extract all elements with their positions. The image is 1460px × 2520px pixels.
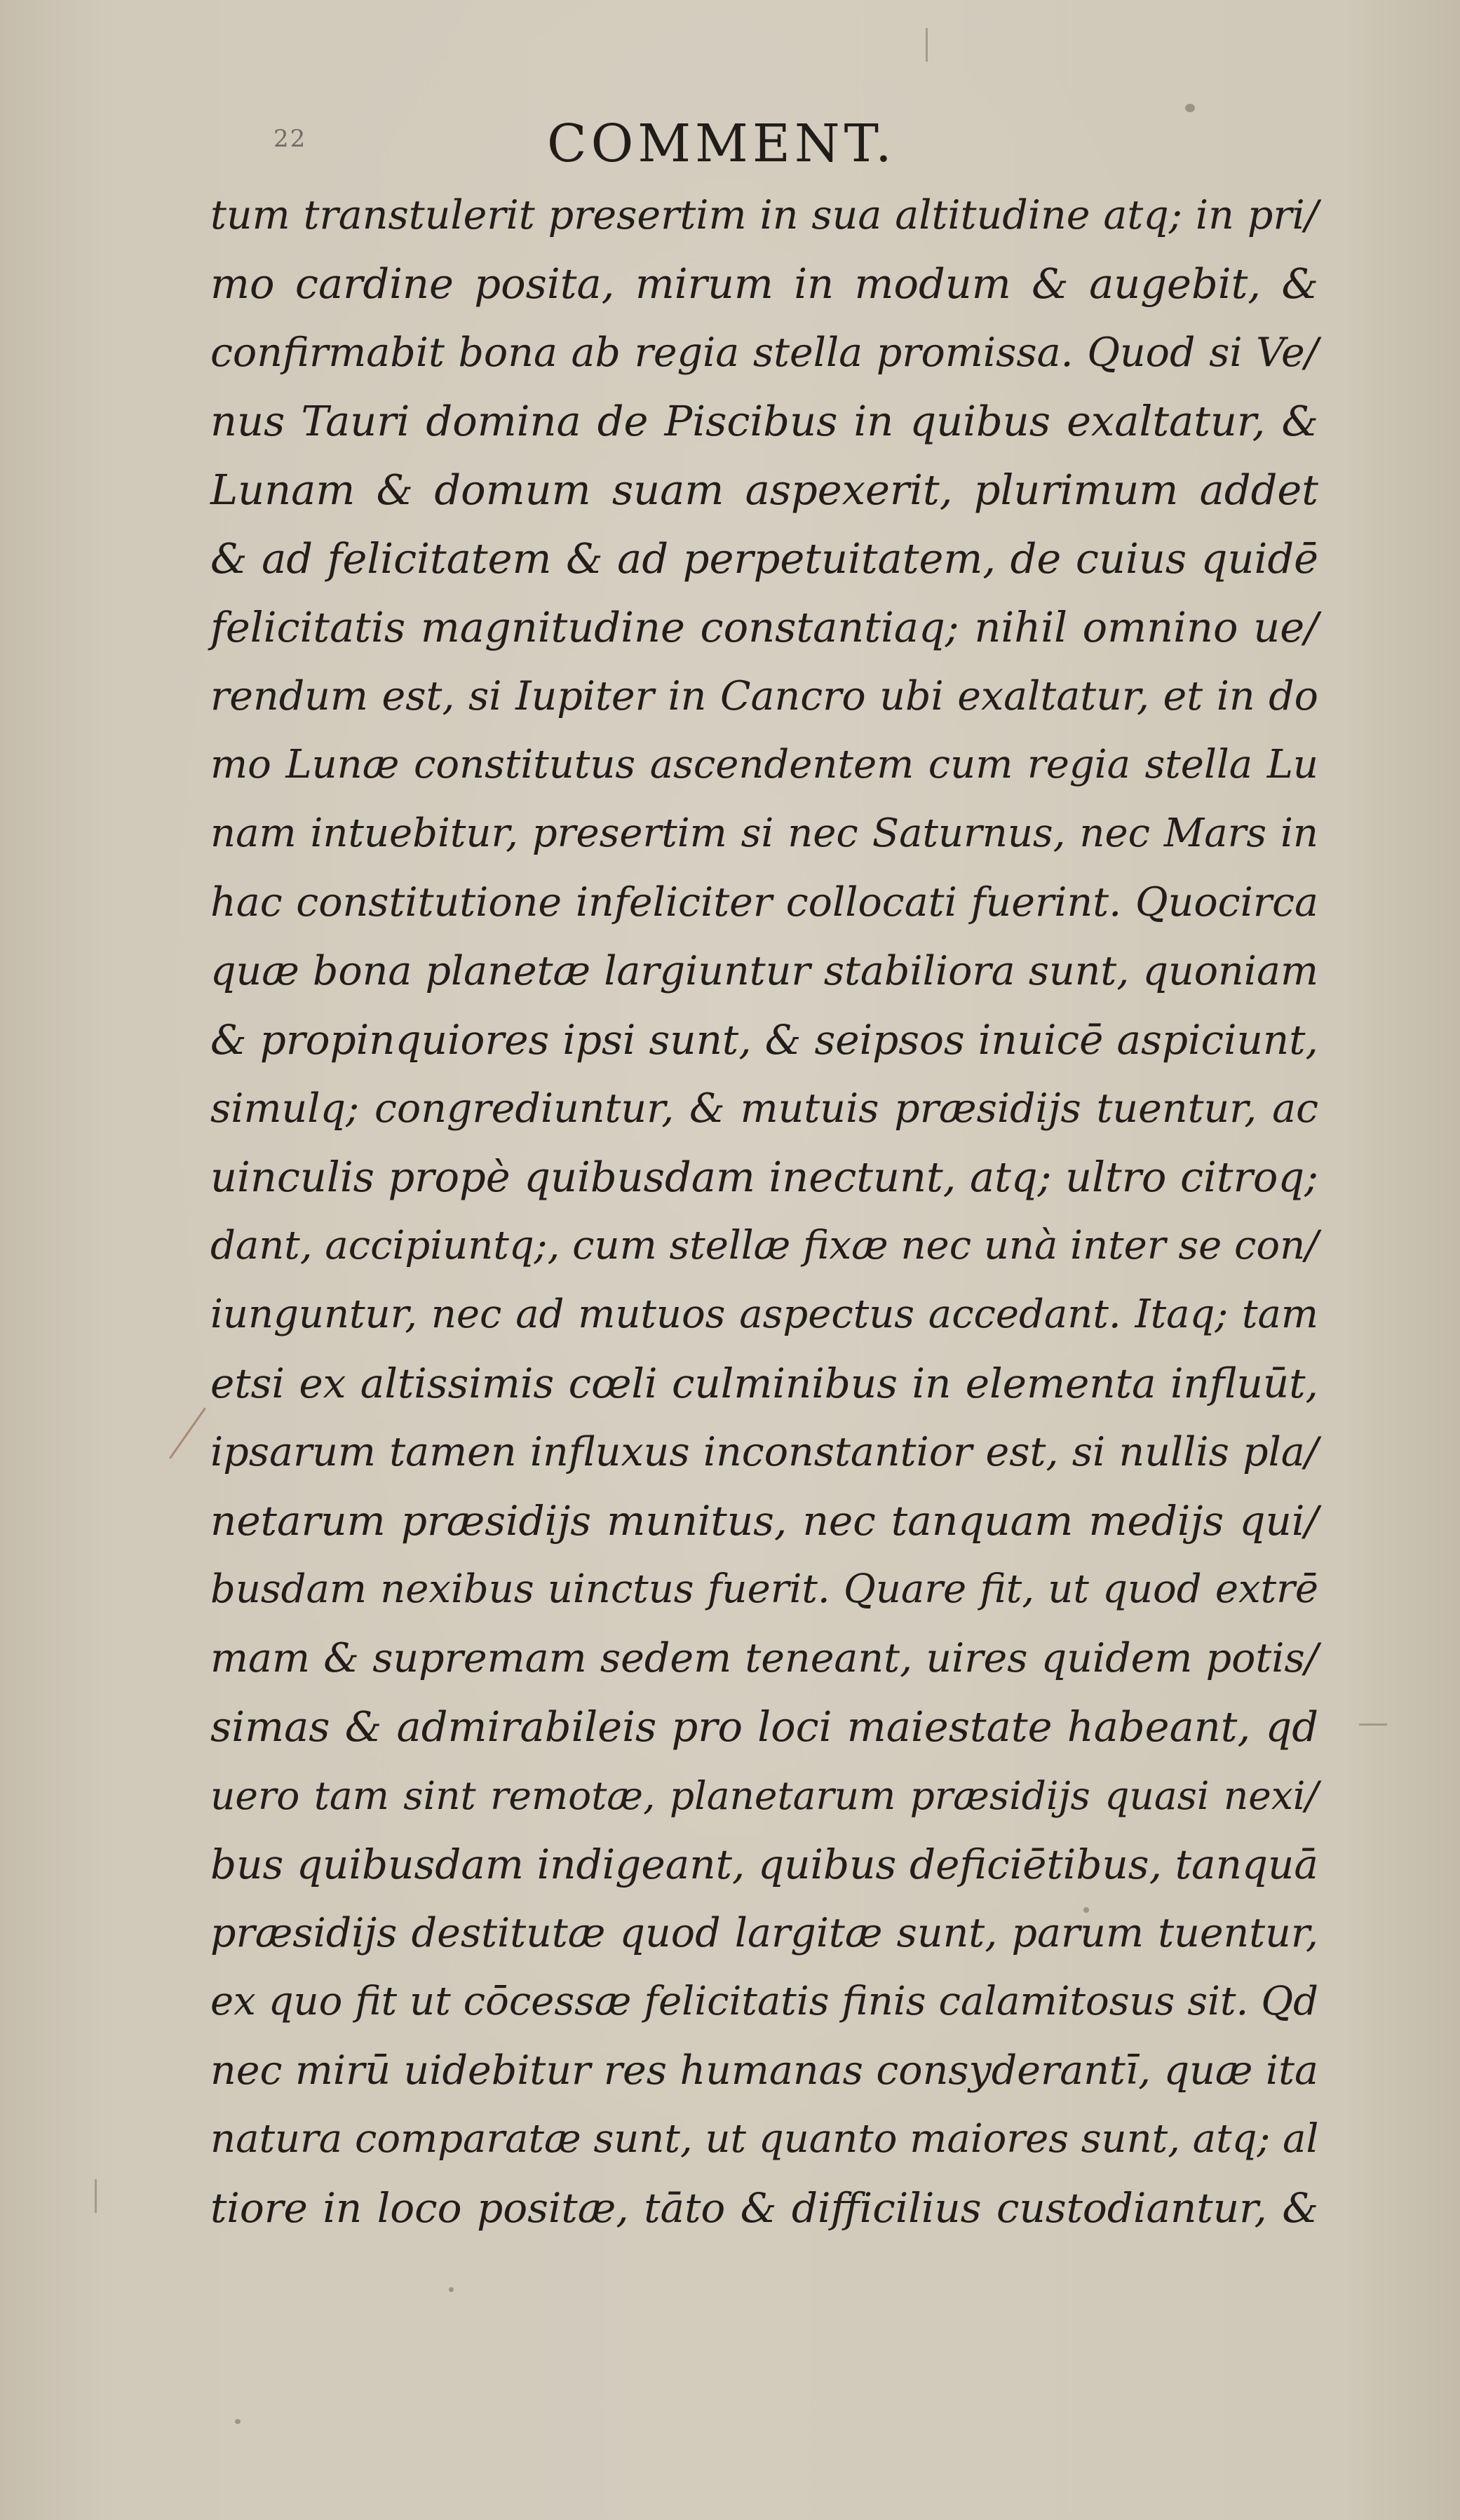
text-line: simulq; congrediuntur, & mutuis præsidijs tuentur, ac	[210, 1085, 1318, 1132]
text-line: ex quo fit ut cōcessæ felicitatis finis calamitosus sit. Qd	[210, 1979, 1318, 2024]
text-line: iunguntur, nec ad mutuos aspectus accedant. Itaq; tam	[210, 1292, 1318, 1337]
text-line: ipsarum tamen influxus inconstantior est, si nullis pla/	[210, 1429, 1318, 1475]
text-line: rendum est, si Iupiter in Cancro ubi exaltatur, et in do	[210, 673, 1318, 719]
running-head: COMMENT.	[547, 114, 896, 174]
text-line: Lunam & domum suam aspexerit, plurimum addet	[210, 466, 1318, 514]
text-block	[210, 181, 1318, 2242]
text-line: & propinquiores ipsi sunt, & seipsos inuicē aspiciunt,	[210, 1016, 1318, 1064]
text-line: nam intuebitur, presertim si nec Saturnus, nec Mars in	[210, 811, 1318, 856]
text-line: dant, accipiuntq;, cum stellæ fixæ nec unà inter se con/	[210, 1223, 1319, 1268]
text-line: felicitatis magnitudine constantiaq; nihil omnino ue/	[210, 603, 1318, 651]
text-line: & ad felicitatem & ad perpetuitatem, de cuius quidē	[210, 534, 1318, 583]
text-line: tiore in loco positæ, tāto & difficilius custodiantur, &	[210, 2184, 1318, 2232]
text-line: bus quibusdam indigeant, quibus deficiētibus, tanquā	[210, 1841, 1318, 1888]
pencil-mark	[95, 2179, 97, 2213]
text-line: mam & supremam sedem teneant, uires quidem potis/	[210, 1635, 1318, 1681]
text-line: uinculis propè quibusdam inectunt, atq; ultro citroq;	[210, 1153, 1318, 1201]
text-line: busdam nexibus uinctus fuerit. Quare fit, ut quod extrē	[210, 1566, 1318, 1612]
text-line: natura comparatæ sunt, ut quanto maiores sunt, atq; al	[210, 2116, 1319, 2162]
text-line: nec mirū uidebitur res humanas consyderantī, quæ ita	[210, 2047, 1318, 2094]
ink-speck	[449, 2287, 454, 2292]
pencil-mark	[169, 1407, 206, 1459]
text-line: tum transtulerit presertim in sua altitudine atq; in pri/	[210, 192, 1318, 238]
pencil-mark	[1359, 1723, 1387, 1726]
text-line: mo cardine posita, mirum in modum & augebit, &	[210, 259, 1318, 308]
text-line: quæ bona planetæ largiuntur stabiliora sunt, quoniam	[210, 948, 1318, 994]
text-line: mo Lunæ constitutus ascendentem cum regia stella Lu	[210, 742, 1318, 787]
ink-speck	[235, 2419, 241, 2424]
pencil-mark	[926, 28, 928, 62]
text-line: confirmabit bona ab regia stella promissa. Quod si Ve/	[210, 330, 1318, 376]
text-line: uero tam sint remotæ, planetarum præsidijs quasi nexi/	[210, 1773, 1318, 1818]
text-line: simas & admirabileis pro loci maiestate habeant, qd	[210, 1702, 1318, 1751]
text-line: præsidijs destitutæ quod largitæ sunt, parum tuentur,	[210, 1910, 1318, 1956]
text-line: netarum præsidijs munitus, nec tanquam medijs qui/	[210, 1497, 1318, 1545]
folio-number: 22	[273, 125, 307, 153]
text-line: nus Tauri domina de Piscibus in quibus exaltatur, &	[210, 397, 1318, 445]
text-line: etsi ex altissimis cœli culminibus in elementa influūt,	[210, 1360, 1318, 1407]
text-line: hac constitutione infeliciter collocati fuerint. Quocirca	[210, 879, 1318, 926]
ink-speck	[1185, 104, 1195, 112]
